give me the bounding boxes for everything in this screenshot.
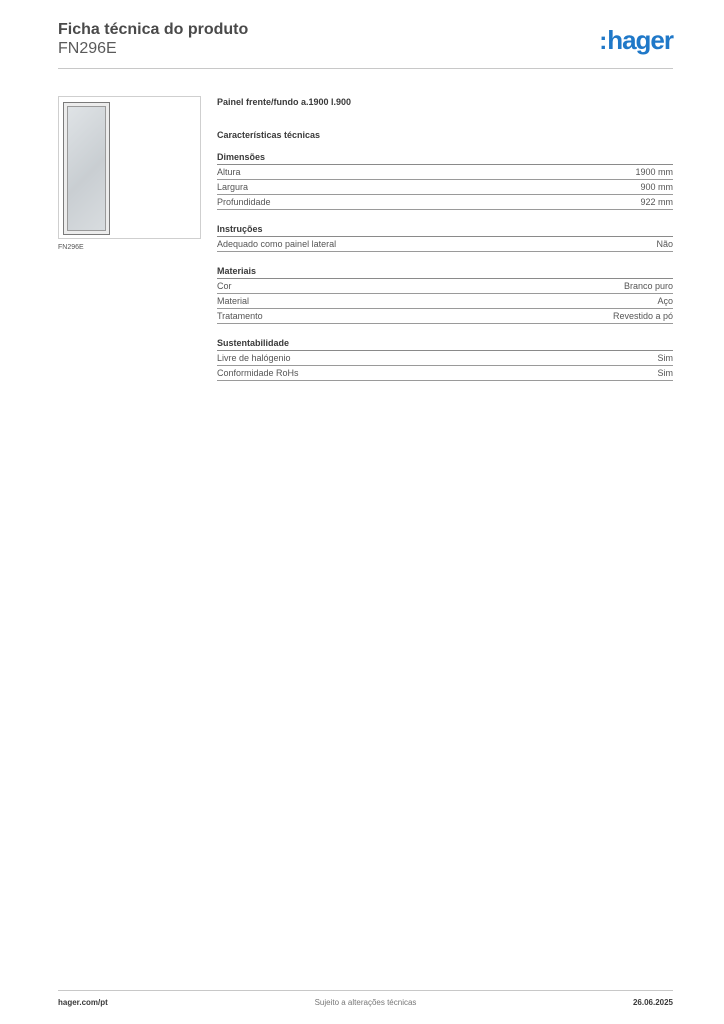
spec-row (217, 351, 673, 366)
specifications (217, 96, 673, 381)
spec-row (217, 309, 673, 324)
group-title-materiais: Materiais (217, 265, 673, 279)
spec-value: 900 mm (640, 182, 673, 192)
spec-row (217, 366, 673, 381)
spec-value: Revestido a pó (612, 311, 673, 321)
spec-value: Sim (657, 368, 673, 378)
document-title: Ficha técnica do produto (58, 21, 249, 38)
footer-notice: Sujeito a alterações técnicas (314, 998, 417, 1007)
page-footer (58, 998, 673, 1010)
header-divider (58, 68, 673, 69)
footer-date: 26.06.2025 (632, 998, 673, 1007)
spec-label: Material (217, 296, 250, 306)
footer-divider (58, 990, 673, 991)
spec-row (217, 237, 673, 252)
product-name: Painel frente/fundo a.1900 l.900 (217, 97, 352, 107)
panel-illustration (63, 102, 110, 235)
spec-value: 922 mm (640, 197, 673, 207)
spec-label: Tratamento (217, 311, 263, 321)
product-reference: FN296E (58, 40, 117, 57)
spec-label: Cor (217, 281, 232, 291)
product-image (58, 96, 201, 239)
group-title-sustentabilidade: Sustentabilidade (217, 337, 673, 351)
logo-colon-mark: : (599, 28, 607, 55)
spec-row (217, 165, 673, 180)
page-header (58, 20, 673, 70)
spec-row (217, 195, 673, 210)
spec-row (217, 294, 673, 309)
spec-value: Branco puro (623, 281, 673, 291)
spec-value: Sim (657, 353, 673, 363)
spec-row (217, 279, 673, 294)
hager-logo[interactable] (599, 26, 673, 56)
panel-surface (67, 106, 106, 231)
spec-label: Profundidade (217, 197, 271, 207)
group-title-dimensoes: Dimensões (217, 151, 673, 165)
spec-label: Altura (217, 167, 241, 177)
footer-website-link[interactable]: hager.com/pt (58, 998, 108, 1007)
spec-label: Adequado como painel lateral (217, 239, 337, 249)
spec-label: Livre de halógenio (217, 353, 291, 363)
spec-value: 1900 mm (635, 167, 673, 177)
group-title-instrucoes: Instruções (217, 223, 673, 237)
spec-value: Não (656, 239, 673, 249)
spec-row (217, 180, 673, 195)
spec-label: Conformidade RoHs (217, 368, 299, 378)
spec-label: Largura (217, 182, 249, 192)
section-title: Características técnicas (217, 130, 321, 140)
logo-text: hager (607, 25, 673, 55)
image-caption: FN296E (58, 244, 84, 251)
spec-value: Aço (657, 296, 673, 306)
